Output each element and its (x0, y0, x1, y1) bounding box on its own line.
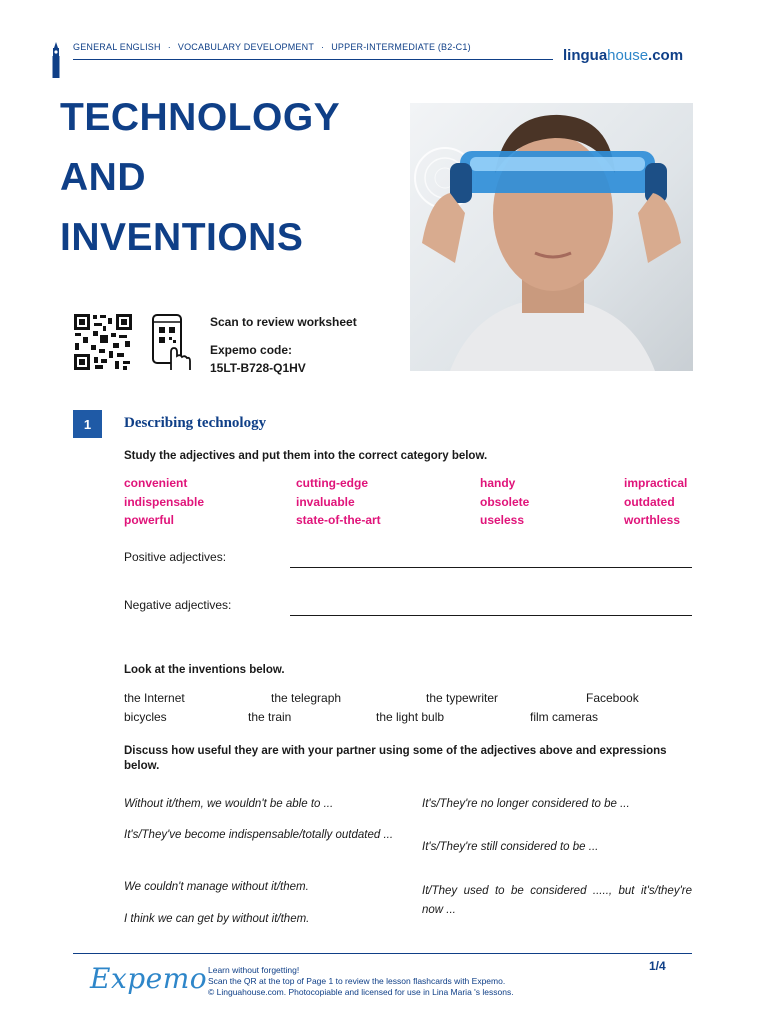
invention-item: Facebook (586, 691, 639, 705)
expression-item: Without it/them, we wouldn't be able to ... (124, 798, 334, 810)
adjective-word: convenient (124, 476, 188, 490)
invention-item: the Internet (124, 691, 185, 705)
invention-item: the light bulb (376, 710, 445, 724)
adjective-word: state-of-the-art (296, 513, 381, 527)
adjective-word: invaluable (296, 495, 355, 509)
adjective-word: obsolete (480, 495, 530, 509)
expression-item: We couldn't manage without it/them. (124, 881, 309, 893)
invention-item: bicycles (124, 710, 167, 724)
breadcrumb (73, 42, 471, 52)
invention-item: the telegraph (271, 691, 342, 705)
breadcrumb-level: UPPER-INTERMEDIATE (B2-C1) (331, 42, 471, 52)
brand-tld: .com (648, 47, 684, 64)
brand-lingua: lingua (563, 47, 608, 64)
adjective-word: handy (480, 476, 516, 490)
adjective-word: impractical (624, 476, 688, 490)
footer-scan-note: Scan the QR at the top of Page 1 to review the lesson flashcards with Expemo. (208, 976, 506, 986)
footer-tagline: Learn without forgetting! (208, 965, 300, 975)
brand-house: house (607, 47, 649, 64)
footer-divider (73, 953, 692, 954)
expression-item: It/They used to be considered ....., but it's/they're now ... (422, 885, 692, 916)
expression-item: It's/They're no longer considered to be ... (422, 798, 630, 810)
positive-adjectives-label: Positive adjectives: (124, 550, 227, 564)
title-line-2: AND (60, 156, 146, 199)
breadcrumb-separator: · (167, 42, 171, 52)
positive-adjectives-answer-line[interactable] (290, 567, 692, 568)
negative-adjectives-label: Negative adjectives: (124, 598, 232, 612)
expemo-code: 15LT-B728-Q1HV (210, 361, 306, 375)
footer-copyright: © Linguahouse.com. Photocopiable and licensed for use in Lina Maria 's lessons. (208, 987, 514, 997)
section-title: Describing technology (124, 415, 267, 431)
breadcrumb-separator: · (321, 42, 325, 52)
vr-headset-photo (410, 103, 693, 371)
qr-code-icon[interactable] (73, 313, 133, 371)
section-number-badge: 1 (73, 410, 102, 438)
big-ben-icon (50, 42, 62, 78)
adjective-word: cutting-edge (296, 476, 368, 490)
adjective-word: indispensable (124, 495, 205, 509)
instruction-sort-adjectives: Study the adjectives and put them into the correct category below. (124, 450, 488, 462)
expemo-code-label: Expemo code: (210, 343, 293, 357)
adjective-word: powerful (124, 513, 174, 527)
breadcrumb-vocabulary: VOCABULARY DEVELOPMENT (177, 42, 315, 52)
adjective-word: outdated (624, 495, 675, 509)
header-divider (73, 59, 553, 60)
invention-item: the typewriter (426, 691, 499, 705)
invention-item: the train (248, 710, 292, 724)
phone-scan-icon (151, 314, 191, 371)
expression-item: It's/They've become indispensable/totally outdated ... (124, 829, 394, 841)
breadcrumb-general-english: GENERAL ENGLISH (73, 42, 161, 52)
expression-item: I think we can get by without it/them. (124, 913, 310, 925)
instruction-discuss: Discuss how useful they are with your partner using some of the adjectives above and expressions below. (124, 745, 667, 772)
negative-adjectives-answer-line[interactable] (290, 615, 692, 616)
instruction-inventions: Look at the inventions below. (124, 664, 285, 676)
page-number: 1/4 (649, 959, 666, 973)
expemo-logo[interactable]: Expemo (90, 962, 208, 995)
scan-instructions (210, 313, 357, 377)
invention-item: film cameras (530, 710, 599, 724)
adjective-word: useless (480, 513, 525, 527)
expression-item: It's/They're still considered to be ... (422, 841, 599, 853)
linguahouse-logo[interactable] (563, 47, 683, 64)
title-line-3: INVENTIONS (60, 216, 304, 259)
footer-text (208, 965, 514, 998)
scan-line: Scan to review worksheet (210, 315, 357, 329)
adjective-word: worthless (624, 513, 681, 527)
title-line-1: TECHNOLOGY (60, 96, 341, 139)
